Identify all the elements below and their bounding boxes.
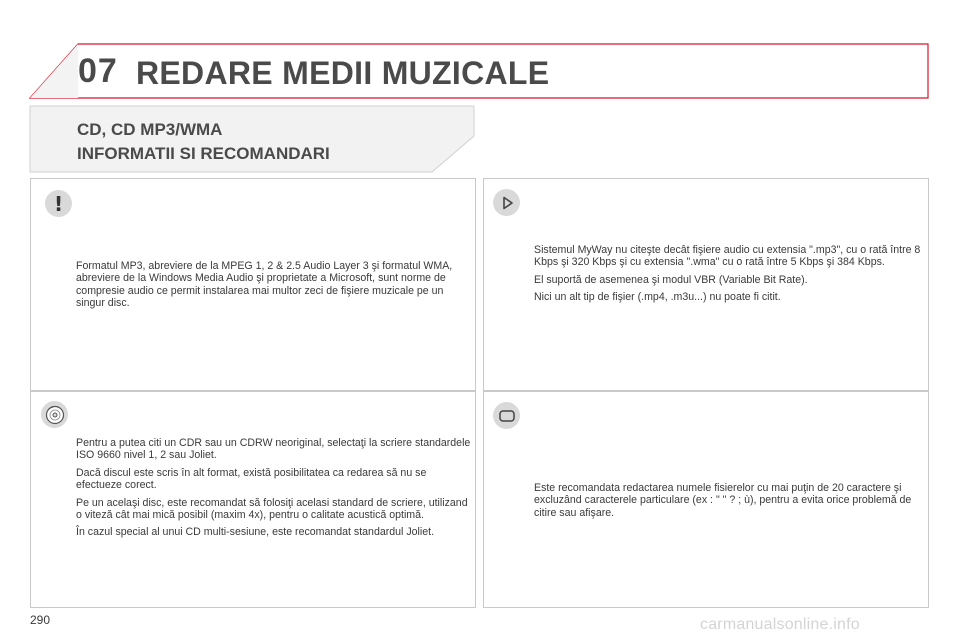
paragraph: Pe un acelaşi disc, este recomandat să folosiţi acelasi standard de scriere, utilizand o viteză cât mai mică posibil (maxim 4x), pentru o calitate acustică optimă. xyxy=(76,496,468,522)
section-subtitle: INFORMATII SI RECOMANDARI xyxy=(77,144,330,163)
section-title: CD, CD MP3/WMA xyxy=(77,120,223,139)
info-box-file-names xyxy=(483,391,929,608)
paragraph: Este recomandata redactarea numele fisierelor cu mai puţin de 20 caractere şi excluzând caracterele particulare (ex : " " ? ; ù), pentru a evita orice problemă de citire sau afişare. xyxy=(534,482,912,519)
info-box-cdr-standards xyxy=(30,391,476,608)
note-icon xyxy=(493,402,520,429)
warning-icon: ! xyxy=(45,190,72,217)
paragraph: El suportă de asemenea şi modul VBR (Variable Bit Rate). xyxy=(534,273,808,286)
paragraph: În cazul special al unui CD multi-sesiune, este recomandat standardul Joliet. xyxy=(76,526,435,539)
info-box-text xyxy=(76,260,471,315)
watermark: carmanualsonline.info xyxy=(700,616,860,633)
paragraph: Sistemul MyWay nu citeşte decât fişiere audio cu extensia ".mp3", cu o rată între 8 Kbps şi 320 Kbps şi cu extensia ".wma" cu o rată între 5 Kbps şi 384 Kbps. xyxy=(534,244,921,269)
cd-icon xyxy=(41,401,68,428)
info-box-text xyxy=(76,437,471,544)
info-box-text xyxy=(534,244,924,309)
paragraph: Pentru a putea citi un CDR sau un CDRW neoriginal, selectaţi la scriere standardele ISO 9660 nivel 1, 2 sau Joliet. xyxy=(76,437,471,462)
paragraph: Dacă discul este scris în alt format, există posibilitatea ca redarea să nu se efectueze corect. xyxy=(76,466,427,492)
play-icon xyxy=(493,189,520,216)
info-box-supported-formats xyxy=(483,178,929,391)
info-box-mp3-wma xyxy=(30,178,476,391)
page-number: 290 xyxy=(30,613,51,627)
info-box-text xyxy=(534,482,924,524)
chapter-title: REDARE MEDII MUZICALE xyxy=(136,55,550,91)
paragraph: Nici un alt tip de fişier (.mp4, .m3u...) nu poate fi citit. xyxy=(534,291,781,304)
paragraph: Formatul MP3, abreviere de la MPEG 1, 2 & 2.5 Audio Layer 3 şi formatul WMA, abreviere de la Windows Media Audio şi proprietate a Microsoft, sunt norme de compresie audio ce permit instalarea mai multor zeci de fişiere muzicale pe un singur disc. xyxy=(76,260,453,310)
chapter-number: 07 xyxy=(78,52,118,90)
